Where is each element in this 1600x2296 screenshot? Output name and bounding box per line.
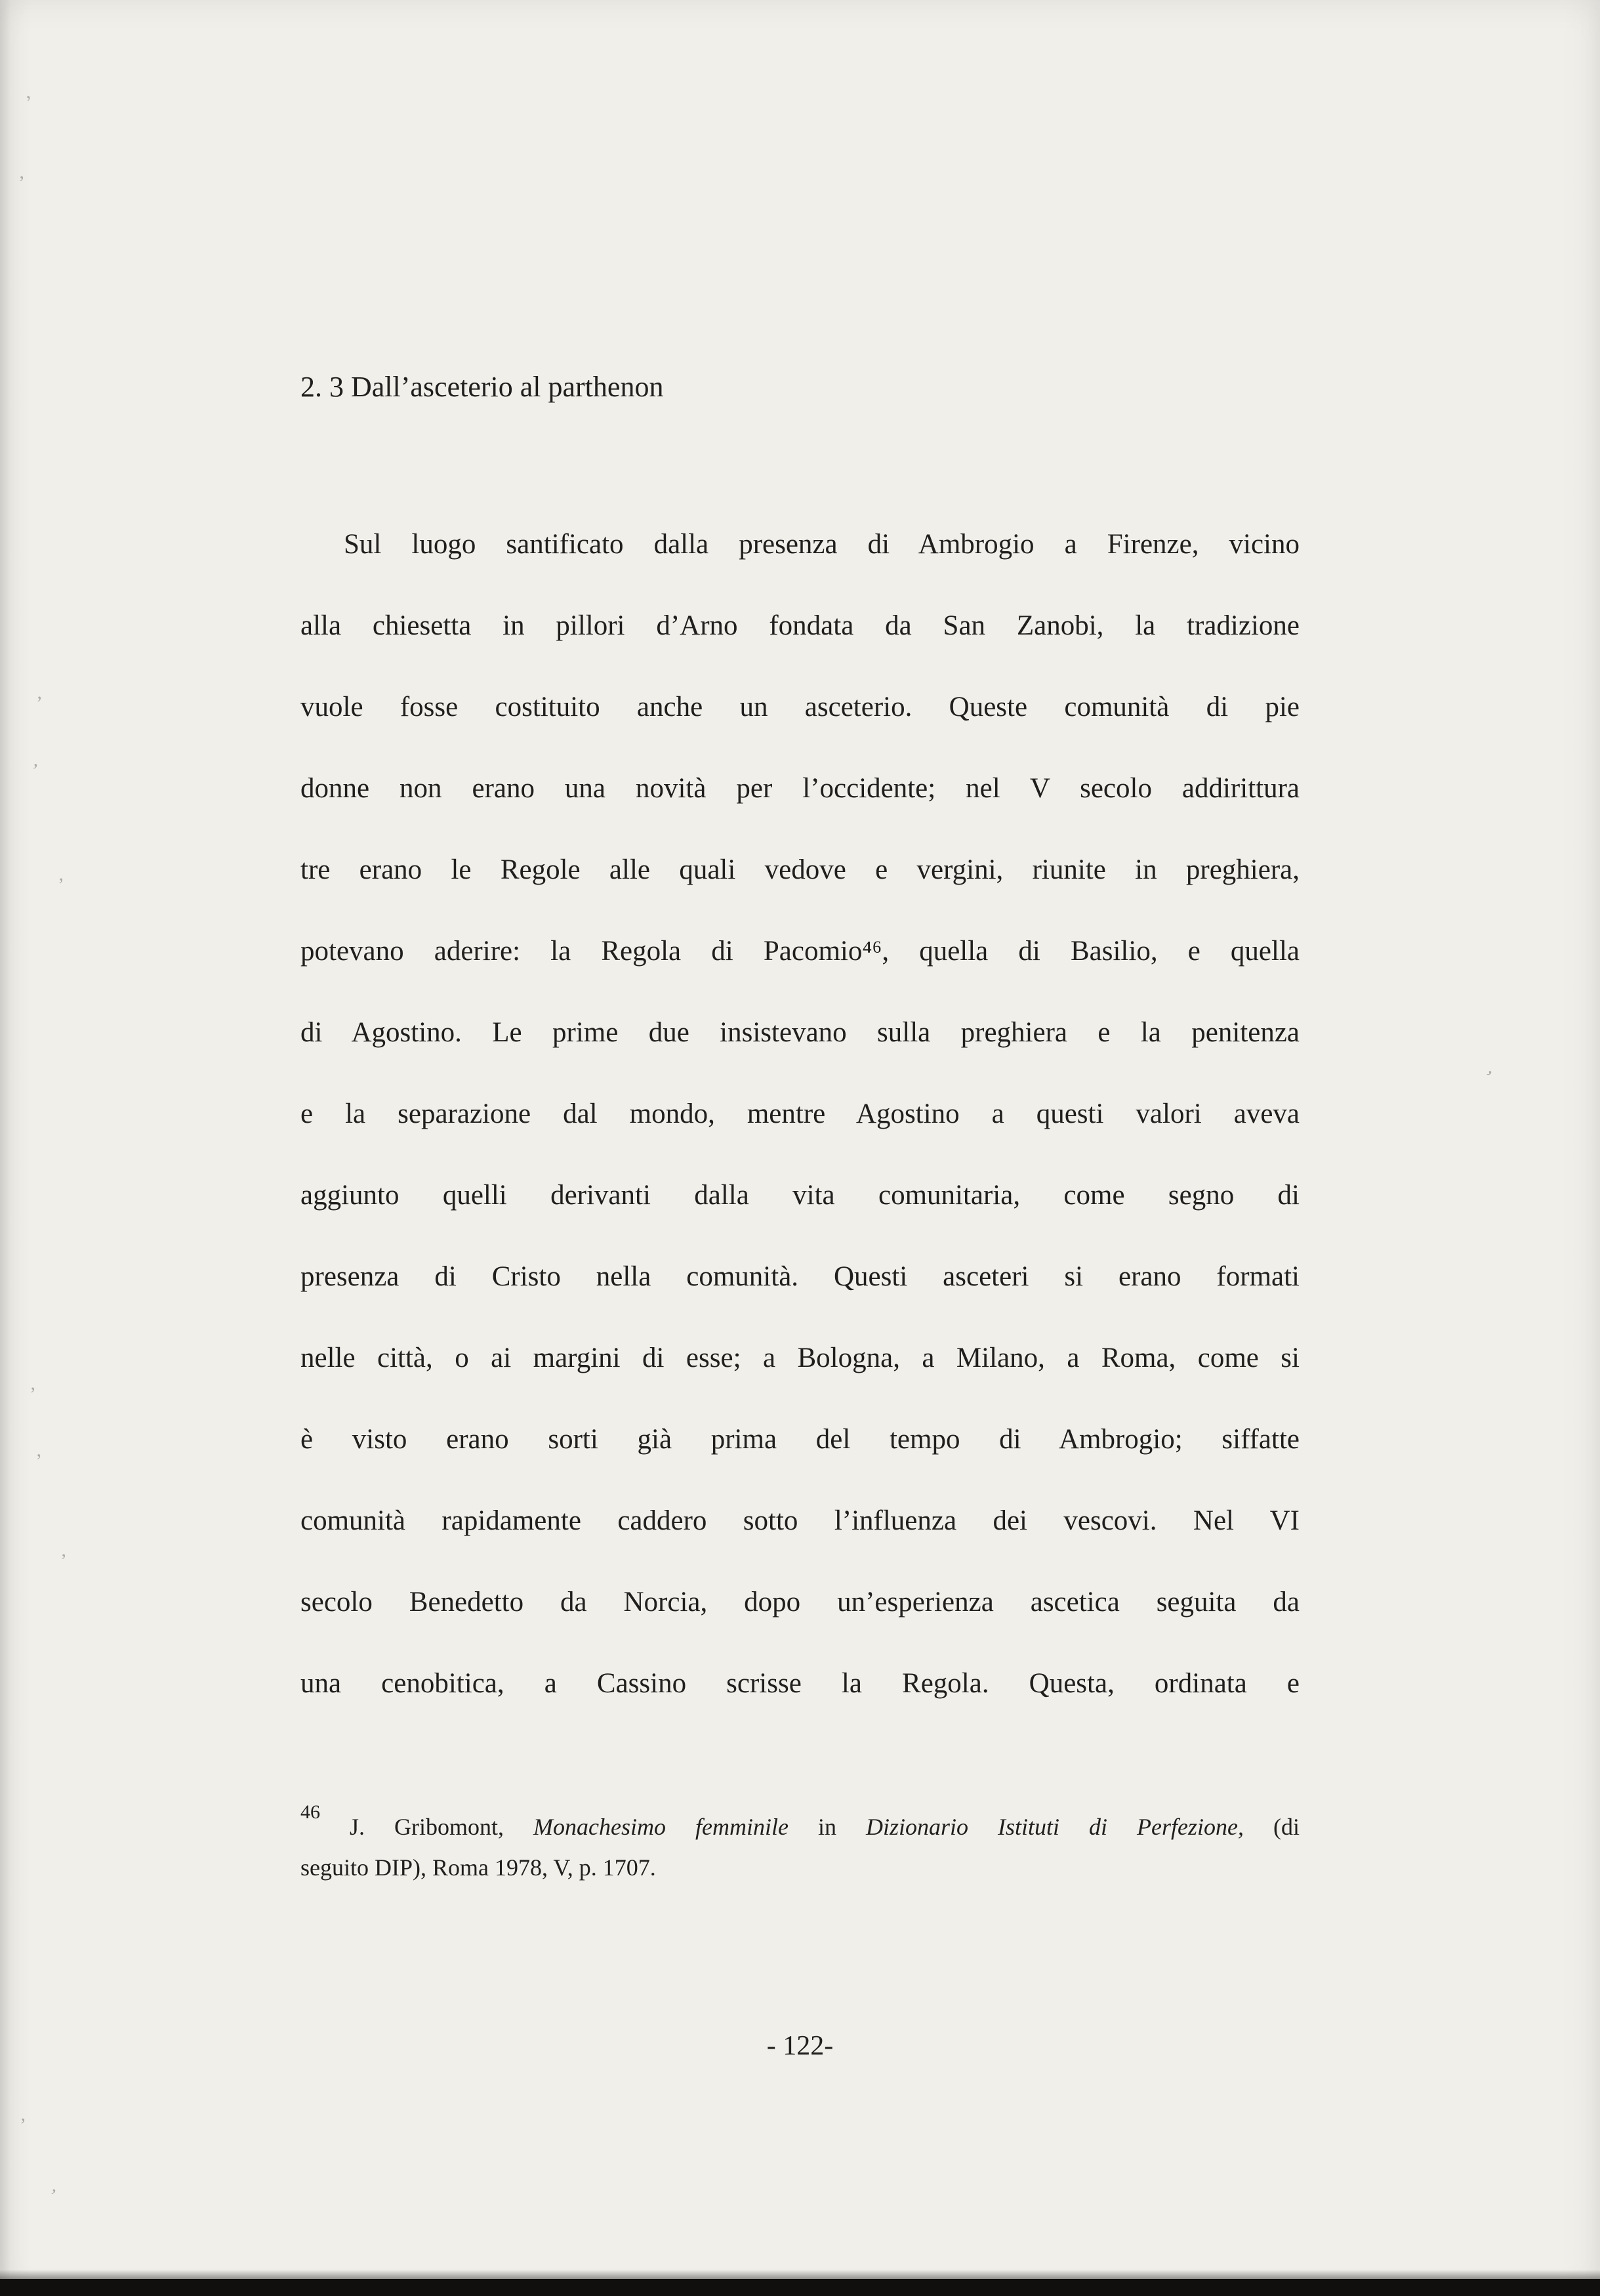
body-line: e la separazione dal mondo, mentre Agostino a questi valori aveva — [300, 1098, 1300, 1129]
body-line: secolo Benedetto da Norcia, dopo un’esperienza ascetica seguita da — [300, 1587, 1300, 1618]
body-line: di Agostino. Le prime due insistevano sulla preghiera e la penitenza — [300, 1017, 1300, 1048]
footnote-text-segment: in — [788, 1814, 866, 1840]
scan-artifact — [1479, 1066, 1496, 1089]
body-line: una cenobitica, a Cassino scrisse la Regola. Questa, ordinata e — [300, 1668, 1300, 1699]
scan-artifact — [24, 91, 35, 114]
scan-bottom-shadow — [0, 2270, 1600, 2279]
body-line: tre erano le Regole alle quali vedove e vergini, riunite in preghiera, — [300, 854, 1300, 885]
body-line: presenza di Cristo nella comunità. Questi asceteri si erano formati — [300, 1261, 1300, 1292]
scan-artifact — [47, 2184, 58, 2207]
footnote-marker: 46 — [300, 1801, 320, 1823]
body-line: è visto erano sorti già prima del tempo di Ambrogio; siffatte — [300, 1424, 1300, 1455]
scan-artifact — [60, 1550, 67, 1572]
body-line: donne non erano una novità per l’occidente; nel V secolo addirittura — [300, 773, 1300, 804]
body-line: vuole fosse costituito anche un asceterio. Queste comunità di pie — [300, 692, 1300, 722]
page-number: - 122- — [766, 2031, 834, 2061]
scan-artifact — [20, 2114, 26, 2137]
scan-artifact — [35, 1450, 43, 1473]
footnote-text-segment: (di — [1244, 1814, 1300, 1840]
footnote-italic-title: Monachesimo femminile — [533, 1814, 789, 1840]
section-heading: 2. 3 Dall’asceterio al parthenon — [300, 371, 664, 403]
scan-artifact — [30, 1383, 36, 1406]
body-line: nelle città, o ai margini di esse; a Bologna, a Milano, a Roma, come si — [300, 1343, 1300, 1373]
footnote — [300, 1797, 1300, 1891]
scan-artifact — [58, 874, 64, 896]
scan-artifact — [30, 759, 40, 782]
body-line: comunità rapidamente caddero sotto l’influenza dei vescovi. Nel VI — [300, 1505, 1300, 1536]
footnote-line — [300, 1797, 1300, 1844]
scan-artifact — [18, 172, 25, 194]
body-line: potevano aderire: la Regola di Pacomio⁴⁶, quella di Basilio, e quella — [300, 936, 1300, 967]
footnote-line: seguito DIP), Roma 1978, V, p. 1707. — [300, 1854, 656, 1881]
scan-artifact — [36, 692, 43, 715]
scan-bottom-edge — [0, 2279, 1600, 2296]
footnote-italic-title: Dizionario Istituti di Perfezione, — [865, 1814, 1244, 1840]
body-line: Sul luogo santificato dalla presenza di Ambrogio a Firenze, vicino — [344, 529, 1300, 560]
body-text — [300, 504, 1300, 1724]
footnote-text-segment: J. Gribomont, — [320, 1814, 534, 1840]
body-line: alla chiesetta in pillori d’Arno fondata da San Zanobi, la tradizione — [300, 610, 1300, 641]
body-line: aggiunto quelli derivanti dalla vita comunitaria, come segno di — [300, 1180, 1300, 1211]
